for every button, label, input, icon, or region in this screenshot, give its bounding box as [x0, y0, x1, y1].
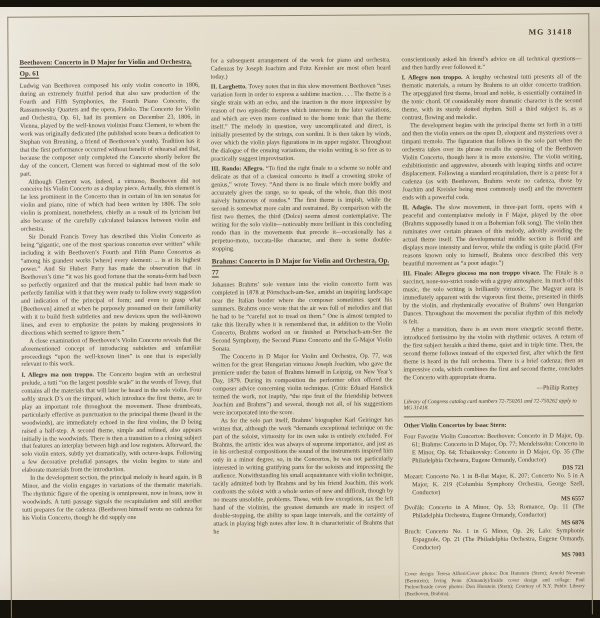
movement-title: III. Rondo: Allegro.: [211, 165, 266, 173]
paragraph: Ludwig van Beethoven composed his only violin concerto in 1806, during an extremely fruitful period that also saw production of the Fourth and Fifth Symphonies, the Fourth Piano Concerto, the Rassumowsky Quartets and the opera, Fidelio. The Concerto for Violin and Orchestra, Op. 61, had its premiere on December 23, 1806, in Vienna, played by the well-known violinist Franz Clement, to whom the work was originally dedicated (the published score bears a dedication to Stephan von Breuning, a friend of Beethoven’s youth). Tradition has it that the first performance occurred without benefit of rehearsal and that, because the composer only completed the Concerto shortly before the day of the concert, Clement was forced to sightread most of the solo part.: [19, 81, 201, 178]
paragraph: The development begins with the principal theme set forth in a tutti and then the violin enters on the open D, eloquent and mysterious over a timpani tremolo. The figuration that follows in the solo part when the orchestra takes over its phrase recalls the opening of the Beethoven Violin Concerto, though here it is more extensive. The violin writing, exhibitionistic and aggressive, abounds with leaping ninths and octave displacement. Following a standard recapitulation, there is a pause for a cadenza (as with Beethoven, Brahms wrote no cadenza, those by Joachim and Kreisler being most commonly used) and the movement ends with a powerful coda.: [401, 121, 583, 202]
paragraph: After a transition, there is an even more energetic second theme, introduced fortissimo by the violin with rhythmic octaves. A return of the first subject heralds a third theme, quiet and in triple time. Then, the second theme follows instead of the expected first, after which the first theme is heard in the full orchestra. There is a brief cadenza; then an impressive coda, which combines the first and second theme, concludes the Concerto with appropriate drama.: [403, 325, 584, 382]
movement-paragraph: [211, 83, 391, 164]
movement-title: I. Allegro ma non troppo.: [21, 371, 97, 379]
movement-paragraph: [402, 203, 582, 268]
movement-title: II. Adagio.: [402, 204, 436, 212]
author-byline: —Phillip Ramey: [536, 383, 579, 392]
movement-title: II. Larghetto.: [210, 83, 249, 91]
catalog-code: MS 6876: [561, 519, 585, 527]
catalog-number: MG 31418: [528, 27, 573, 37]
catalog-code: MS 7003: [561, 551, 585, 559]
paragraph: In the development section, the principal melody is heard again, in B Minor, and the violin engages in variations of the thematic materials. The rhythmic figure of the opening is omnipresent, now in brass, now in woodwinds. A tutti passage signals the recapitulation and still another tutti prepares for the cadenza. (Beethoven himself wrote no cadenza for his Violin Concerto, though he did supply one: [22, 473, 203, 522]
brahms-heading: Brahms: Concerto in D Major for Violin and Orchestra, Op. 77: [211, 257, 390, 277]
movement-text: A lengthy orchestral tutti presents all of the thematic materials, a return by Brahms to an older concerto tradition. The arpeggiated first theme, broad and noble, is essentially contained in the tonic chord. Of considerably more dramatic character is the second theme, with its sturdy dotted rhythm. Still a third subject is, as a contrast, flowing and melodic.: [401, 73, 582, 122]
other-concertos-heading: Other Violin Concertos by Isaac Stern:: [403, 422, 507, 430]
movement-paragraph: [402, 74, 582, 123]
movement-text: The Concerto begins with an orchestral prelude, a tutti “on the largest possible scale” in the words of Tovey, that contains all the materials that will later be heard in the solo violin. Four softly struck D’s on the timpani, which introduce the first theme, are to play an important role throughout the movement. These drumbeats, particularly effective as punctuation to the principal theme (heard in the woodwinds), are immediately echoed in the first violins, the D being raised a half-step. A second theme, simple and refined, also appears initially in the woodwinds. There is then a transition to a closing subject that features an interplay between high and low registers. Afterward, the solo violin enters, subtly yet dramatically, with octave-leaps. Following a few decorative preludial passages, the violin begins to state and elaborate materials from the introduction.: [21, 370, 203, 475]
movement-paragraph: [403, 270, 583, 327]
paragraph: As for the solo part itself, Brahms’ biographer Karl Geiringer has written that, although the work “demands exceptional technique on the part of the soloist, virtuosity for its own sake is entirely excluded. For Brahms, the artistic idea was always of supreme importance, and just as in his orchestral compositions the sound of the instruments inspired him only in a minor degree, so, in the Concertos, he was not particularly interested in writing gratifying parts for the soloists and impressing the audience. Notwithstanding his small acquaintance with violin technique, tacitly admitted both by Brahms and by his friend Joachim, this work confronts the soloist with a whole series of new and difficult, though by no means unsoluble, problems. These, with few exceptions, tax the left hand of the violinist, the greatest demands are made in respect of double-stopping, the ability to span large intervals, and the certainty of attack in playing high notes after low. It is characteristic of Brahms that he: [212, 416, 394, 536]
liner-notes-columns: [20, 55, 585, 600]
paragraph: conscientiously asked his friend’s advice on all technical questions—and then hardly ever followed it.”: [401, 55, 582, 72]
column-right: [402, 55, 585, 597]
catalog-code: D3S 721: [562, 463, 585, 472]
library-of-congress-note: Library of Congress catalog card numbers 72-750261 and 72-750262 apply to MG 31418.: [403, 397, 577, 412]
paragraph: A close examination of Beethoven’s Violin Concerto reveals that the aforementioned concept of introducing subtleties and unfamiliar proceedings “upon the well-known lines” is one that is especially relevant to this work.: [21, 336, 202, 369]
discography-item: Four Favorite Violin Concertos: Beethoven: Concerto in D Major, Op. 61; Brahms: Concerto in D Major, Op. 77; Mendelssohn: Concerto in E Minor, Op. 64; Tchaikovsky: Concerto in D Major, Op. 35 (The Philadelphia Orchestra, Eugene Ormandy, Conductor): [403, 432, 584, 465]
column-beethoven: [20, 58, 203, 600]
catalog-code: MS 6557: [560, 495, 585, 503]
movement-title: III. Finale: Allegro giocoso ma non troppo vivace.: [402, 269, 544, 278]
paragraph: Although Clement was, indeed, a virtuoso, Beethoven did not conceive his Violin Concerto as a display piece. Actually, this element is far less prominent in the Concerto than in certain of his ten sonatas for violin and piano, nine of which had been written by 1806. The solo violin is prominent, nonetheless, chiefly as a result of its lyricism but also because of the carefully calculated balances between violin and orchestra.: [20, 177, 201, 233]
movement-paragraph: [21, 371, 202, 475]
discography-item: Mozart: Concerto No. 1 in B-flat Major, K. 207; Concerto No. 5 in A Major, K. 219 (Columbia Symphony Orchestra, George Szell, Conductor): [404, 471, 585, 496]
credits-text: Cover design: Teresa Alfieri/Cover photos: Don Hunstein (Stern); Arnold Newman (Bernstein); Irving Penn (Ormandy)/Inside cover design and collage: Paul Prelow/Inside cover photos: Don Hunstein (Stern); Courtesy of N.Y. Public Library (Beethoven, Brahms).: [404, 570, 585, 597]
discography-item: Bruch: Concerto No. 1 in G Minor, Op. 26; Lalo: Symphonie Espagnole, Op. 21 (The Philadelphia Orchestra, Eugene Ormandy, Conductor): [404, 527, 585, 552]
paragraph: Johannes Brahms’ sole venture into the violin concerto form was completed in 1878 at Pörtschach-am-See, amidst an inspiring landscape near the Italian border where the composer sometimes spent his summers. Brahms once wrote that the air was full of melodies and that he had to be “careful not to tread on them.” One is almost tempted to take this literally when it is remembered that, in addition to the Violin Concerto, Brahms worked on or finished at Pörtschach-am-See the Second Symphony, the Second Piano Concerto and the G-Major Violin Sonata.: [211, 280, 393, 353]
paragraph: Sir Donald Francis Tovey has described this Violin Concerto as being “gigantic, one of the most spacious concertos ever written” while including it with Beethoven’s Fourth and Fifth Piano Concertos as “among his grandest works [where] every element: ... is at its highest power.” And Sir Hubert Parry has made the observation that in Beethoven’s time “it was his good fortune that the sonata-form had been so perfectly organized and that the musical public had been made so perfectly familiar with it that they were ready to follow every suggestion and indication of the principal of form; and even to grasp what [Beethoven] aimed at when he purposely presumed on their familiarity with it to build fresh subtleties and new devices upon the well-known lines, and even to emphasize the points by making progressions in directions which seemed to ignore them.”: [20, 232, 202, 337]
movement-title: I. Allegro non troppo.: [401, 74, 466, 82]
movement-text: “To find the right finale to a scheme so noble and delicate as that of a classical concerto is itself a crowning stroke of genius,” wrote Tovey. “And there is no finale which more boldly and accurately gives the range, so to speak, of the whole, than this most naively humorous of rondos.” The first theme is impish, while the second is somewhat more calm and restrained. By comparison with the first two themes, the third (Dolce) seems almost contemplative. The writing for the solo violin—noticeably more brilliant in this concluding rondo than in the movements that precede it—occasionally has a perpetuo-moto, toccata-like character, and there is some double-stopping.: [211, 164, 392, 253]
paragraph: The Concerto in D Major for Violin and Orchestra, Op. 77, was written for the great Hungarian virtuoso Joseph Joachim, who gave the premiere under the baton of Brahms himself in Leipzig, on New Year’s Day, 1879. During its composition the performer often offered the composer advice concerning violin technique. (Critic Eduard Hanslick termed the work, not inaptly, “the ripe fruit of the friendship between Joachim and Brahms”) and several, though not all, of his suggestions were incorporated into the score.: [212, 352, 393, 417]
movement-text: The Finale is a succinct, none-too-strict rondo with a gypsy atmosphere. In much of this music, the solo writing is brilliantly virtuosic. The Magyar aura is immediately apparent with the vigorous first theme, presented in thirds by the violin, and rhythmically evocative of Brahms’ own Hungarian Dances. Throughout the movement the peculiar rhythm of this melody is felt.: [402, 269, 584, 326]
column-middle: [211, 56, 394, 598]
divider-rule: [404, 416, 584, 418]
movement-text: Tovey notes that in this slow movement Beethoven “uses variation form in order to express a sublime inaction. . . . The theme is a single strain with an echo, and the inaction is the more impressive by reason of two episodic themes which intervene in the later variations, and which are even more confined to the home tonic than the theme itself.” The melody in question, very uncomplicated and direct, is initially presented by the strings, con sordini. It is then taken by winds, over which the violin plays figurations in its upper register. Throughout the dialogue of the ensuing variations, the violin writing is so free as to practically suggest improvisation.: [210, 82, 392, 163]
paragraph: for a subsequent arrangement of the work for piano and orchestra. Cadenzas by Joseph Joachim and Fritz Kreisler are most often heard today.): [210, 56, 391, 81]
movement-text: The slow movement, in three-part form, opens with a peaceful and contemplative melody in F Major, played by the oboe (Brahms supposedly based it on a Bohemian folk song). The violin then ruminates over certain phrases of this melody, adroitly avoiding the actual theme itself. The developmental middle section is florid and displays more intensity and fervor, while the ending is quite placid. (For reasons known only to himself, Brahms once described this very beautiful movement as “a poor adagio.”): [402, 203, 583, 268]
movement-paragraph: [211, 165, 392, 254]
beethoven-heading: Beethoven: Concerto in D Major for Violin and Orchestra, Op. 61: [19, 58, 192, 78]
discography-item: Dvořák: Concerto in A Minor, Op. 53; Romance, Op. 11 (The Philadelphia Orchestra, Eugene Ormandy, Conductor): [404, 503, 585, 520]
